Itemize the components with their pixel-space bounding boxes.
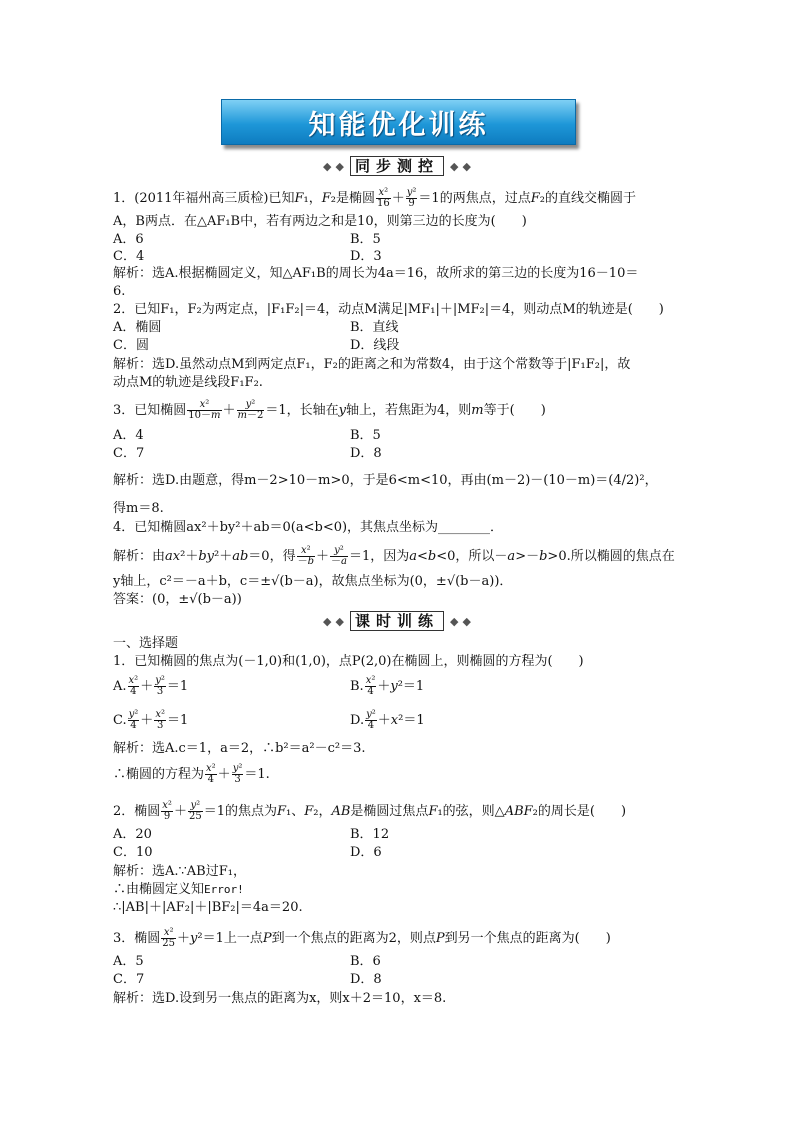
answer-line: ∴椭圆的方程为 $\frac{\text{x²}}{4}$ ＋ $\frac{\text{y²}}{3}$ ＝1. (113, 763, 270, 785)
option: B．5 (350, 428, 381, 443)
answer-line: 6. (113, 284, 126, 299)
question-4: 4．已知椭圆ax²＋by²＋ab＝0(a<b<0)，其焦点坐标为________． (113, 520, 504, 535)
answer-line: y轴上，c²＝－a＋b，c＝±√(b－a)，故焦点坐标为(0，±√(b－a))． (113, 574, 513, 589)
question-1-line-1: 1．(2011年福州高三质检)已知F₁，F₂是椭圆 $\frac{\text{x²}}{16}$ ＋ $\frac{\text{y²}}{9}$ ＝1的两焦点，过点F₂的直线交椭圆于 (113, 187, 636, 209)
answer-line: 解析：选D.由题意，得m－2>10－m>0，于是6<m<10，再由(m－2)－(10－m)＝(4/2)²， (113, 473, 658, 488)
diamond-icon: ◆ (335, 159, 344, 173)
option: C．7 (113, 972, 145, 987)
answer-line: 解析：选A.∵AB过F₁， (113, 864, 246, 879)
option: A. $\frac{\text{x²}}{4}$ ＋ $\frac{\text{y²}}{3}$ ＝1 (113, 675, 189, 697)
option: A．5 (113, 954, 144, 969)
option: D．8 (350, 446, 382, 461)
answer-line: 解析：选D.设到另一焦点的距离为x，则x＋2＝10，x＝8. (113, 991, 447, 1006)
error-text: Error! (204, 883, 244, 896)
option: A．6 (113, 232, 144, 247)
option: A．20 (113, 827, 152, 842)
problem-2: 2．椭圆 $\frac{\text{x²}}{9}$ ＋ $\frac{\text{y²}}{25}$ ＝1的焦点为F₁、F₂，AB是椭圆过焦点F₁的弦，则△ABF₂的周长是( ) (113, 800, 627, 822)
option: D．3 (350, 249, 382, 264)
section-header-lesson (0, 610, 794, 632)
answer-line: ∴由椭圆定义知Error! (113, 882, 244, 897)
option: B．5 (350, 232, 381, 247)
option: B．直线 (350, 320, 399, 335)
diamond-icon: ◆ (323, 159, 332, 173)
option: B．12 (350, 827, 390, 842)
answer-line: 解析：选A.c＝1，a＝2，∴b²＝a²－c²＝3. (113, 741, 366, 756)
answer-final: 答案：(0，±√(b－a)) (113, 592, 242, 607)
option: D．8 (350, 972, 382, 987)
option: D．6 (350, 845, 382, 860)
question-3: 3．已知椭圆 $\frac{\text{x²}}{10-m}$ ＋ $\frac{\text{y²}}{m-2}$ ＝1，长轴在y轴上，若焦距为4，则m等于( ) (113, 399, 546, 421)
diamond-icon: ◆ (462, 614, 471, 628)
problem-1: 1．已知椭圆的焦点为(－1,0)和(1,0)，点P(2,0)在椭圆上，则椭圆的方程为( ) (113, 654, 584, 669)
option: C．圆 (113, 338, 149, 353)
diamond-icon: ◆ (335, 614, 344, 628)
part-heading: 一、选择题 (113, 636, 179, 651)
diamond-icon: ◆ (450, 614, 459, 628)
option: C．4 (113, 249, 145, 264)
question-1-line-2: A，B两点．在△AF₁B中，若有两边之和是10，则第三边的长度为( ) (113, 214, 527, 229)
title-banner (221, 99, 576, 145)
option: A．椭圆 (113, 320, 162, 335)
question-2: 2．已知F₁，F₂为两定点，|F₁F₂|＝4，动点M满足|MF₁|＋|MF₂|＝4，则动点M的轨迹是( ) (113, 302, 664, 317)
problem-3: 3．椭圆 $\frac{\text{x²}}{25}$ ＋y²＝1上一点P到一个焦点的距离为2，则点P到另一个焦点的距离为( ) (113, 927, 611, 949)
option: D. $\frac{\text{y²}}{4}$ ＋x²＝1 (350, 709, 425, 731)
answer-line: 动点M的轨迹是线段F₁F₂. (113, 375, 263, 390)
banner-title: 知能优化训练 (308, 109, 489, 141)
option: B. $\frac{\text{x²}}{4}$ ＋y²＝1 (350, 675, 425, 697)
answer-line: 得m＝8. (113, 501, 164, 516)
section-title: 同步测控 (350, 156, 444, 176)
diamond-icon: ◆ (462, 159, 471, 173)
option: A．4 (113, 428, 144, 443)
option: C．10 (113, 845, 153, 860)
option: B．6 (350, 954, 381, 969)
option: D．线段 (350, 338, 400, 353)
answer-line: 解析：选D.虽然动点M到两定点F₁，F₂的距离之和为常数4，由于这个常数等于|F₁F₂|，故 (113, 357, 631, 372)
section-title: 课时训练 (350, 611, 444, 631)
answer-line: 解析：由ax²＋by²＋ab＝0，得 $\frac{\text{x²}}{-b}$ ＋ $\frac{\text{y²}}{-a}$ ＝1，因为a<b<0，所以－a>－b>0.所以椭圆的焦点在 (113, 545, 675, 567)
diamond-icon: ◆ (450, 159, 459, 173)
option: C. $\frac{\text{y²}}{4}$ ＋ $\frac{\text{x²}}{3}$ ＝1 (113, 709, 189, 731)
section-header-sync (0, 155, 794, 177)
answer-line: 解析：选A.根据椭圆定义，知△AF₁B的周长为4a＝16，故所求的第三边的长度为16－10＝ (113, 266, 639, 281)
option: C．7 (113, 446, 145, 461)
diamond-icon: ◆ (323, 614, 332, 628)
answer-line: ∴|AB|＋|AF₂|＋|BF₂|＝4a＝20. (113, 900, 303, 915)
